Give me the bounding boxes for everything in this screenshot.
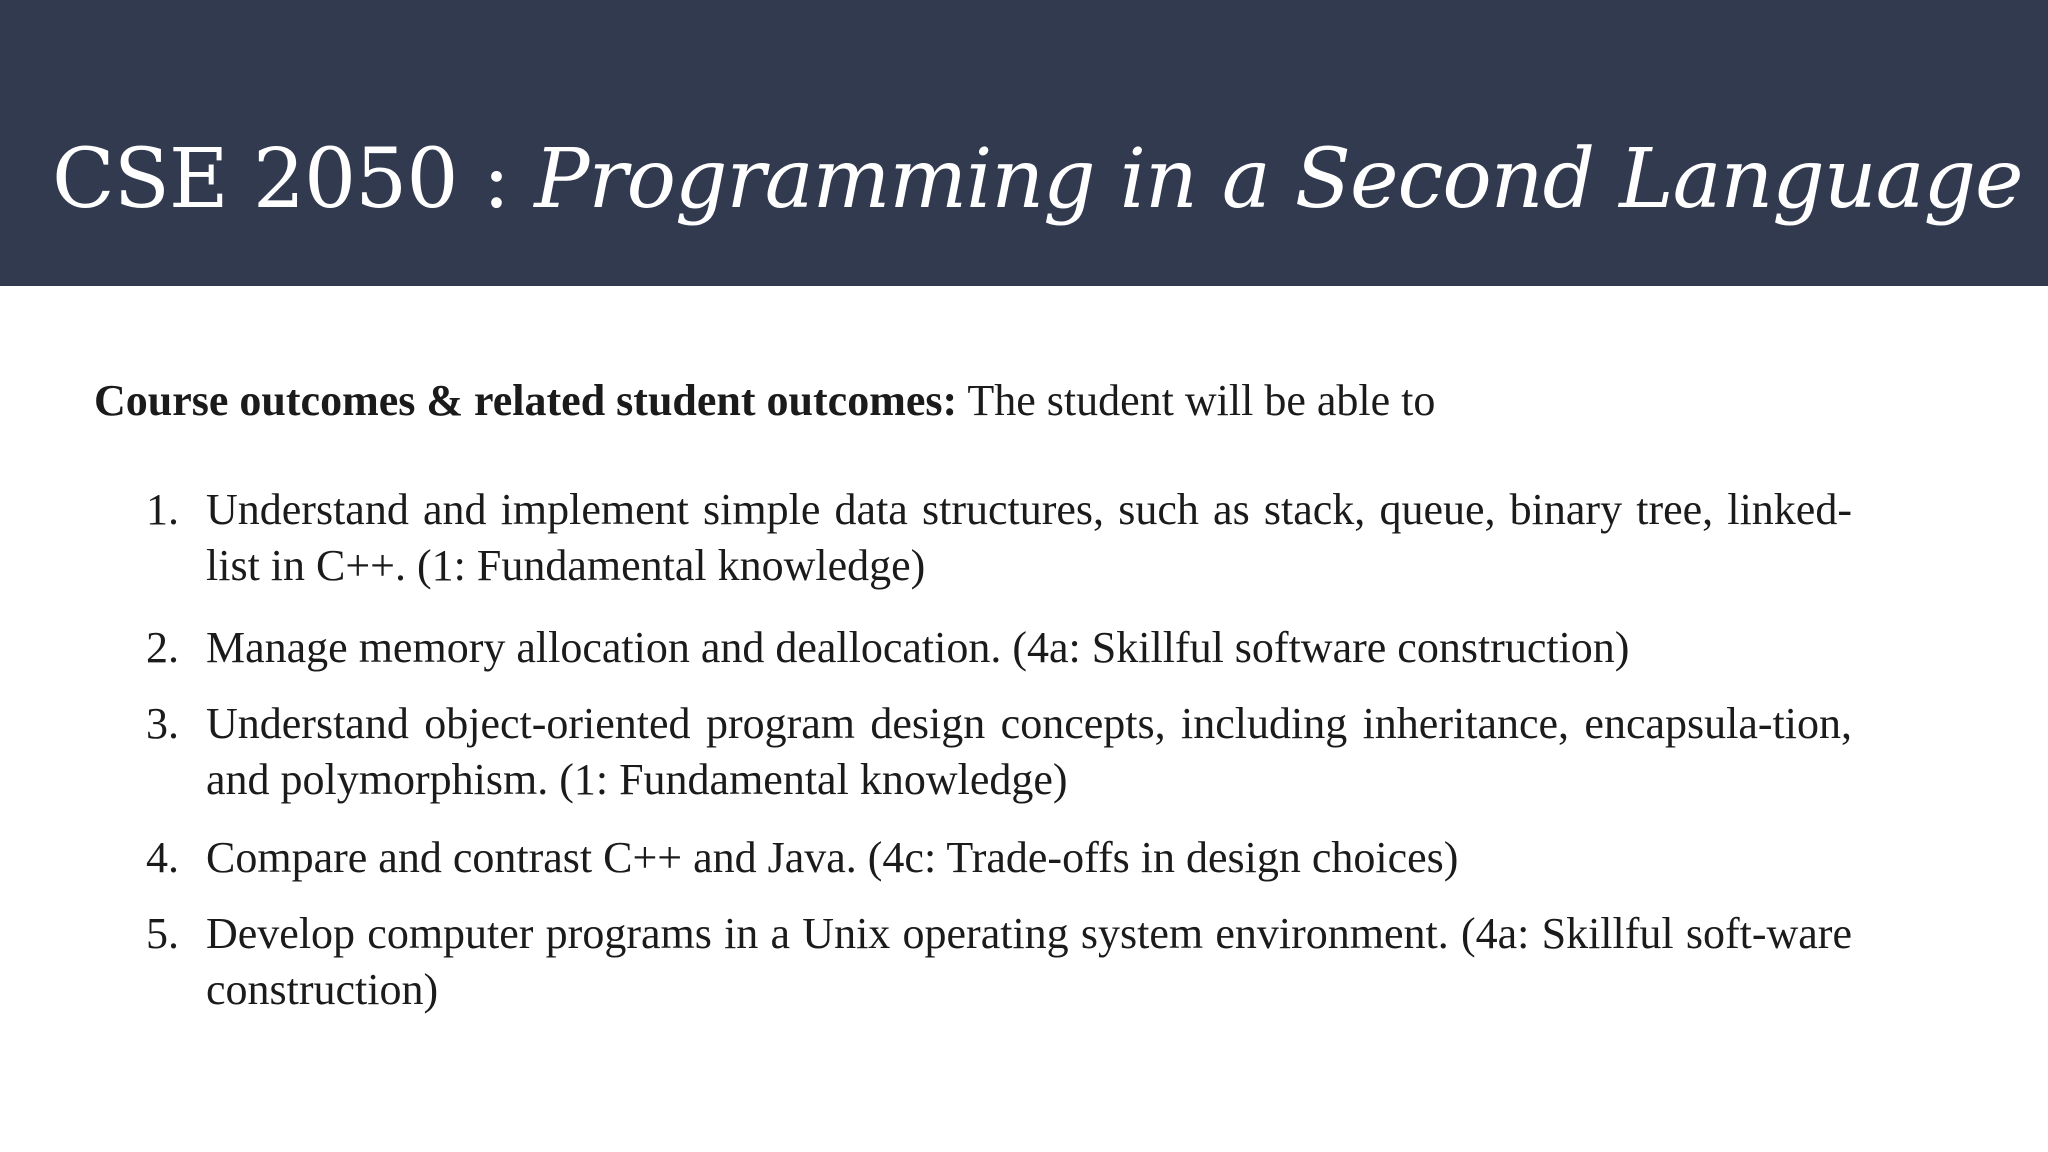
outcome-text: Manage memory allocation and deallocation. (4a: Skillful software construction): [206, 623, 1630, 672]
title-bar: [0, 0, 2048, 286]
outcome-item: [146, 830, 1852, 886]
outcome-item: [146, 620, 1852, 676]
outcome-text: Compare and contrast C++ and Java. (4c: Trade-offs in design choices): [206, 833, 1459, 882]
outcomes-intro-text: The student will be able to: [967, 376, 1436, 425]
course-code: CSE 2050 :: [52, 132, 510, 227]
outcome-text: Develop computer programs in a Unix operating system environment. (4a: Skillful soft-ware construction): [206, 909, 1852, 1014]
outcome-number: 1.: [146, 485, 179, 534]
slide-title: [52, 126, 2023, 234]
outcome-item: [146, 906, 1852, 1018]
outcome-number: 4.: [146, 833, 179, 882]
outcome-item: [146, 696, 1852, 808]
outcome-number: 2.: [146, 623, 179, 672]
outcome-text: Understand and implement simple data structures, such as stack, queue, binary tree, linked-list in C++. (1: Fundamental knowledge): [206, 485, 1852, 590]
outcomes-heading: Course outcomes & related student outcomes:: [94, 376, 958, 425]
course-name: Programming in a Second Language: [534, 132, 2023, 227]
outcomes-intro: [94, 374, 1435, 428]
outcome-number: 3.: [146, 699, 179, 748]
outcome-text: Understand object-oriented program design concepts, including inheritance, encapsula-tion, and polymorphism. (1: Fundamental knowledge): [206, 699, 1852, 804]
outcome-number: 5.: [146, 909, 179, 958]
outcome-item: [146, 482, 1852, 594]
scanned-syllabus-excerpt: [0, 286, 2048, 1152]
